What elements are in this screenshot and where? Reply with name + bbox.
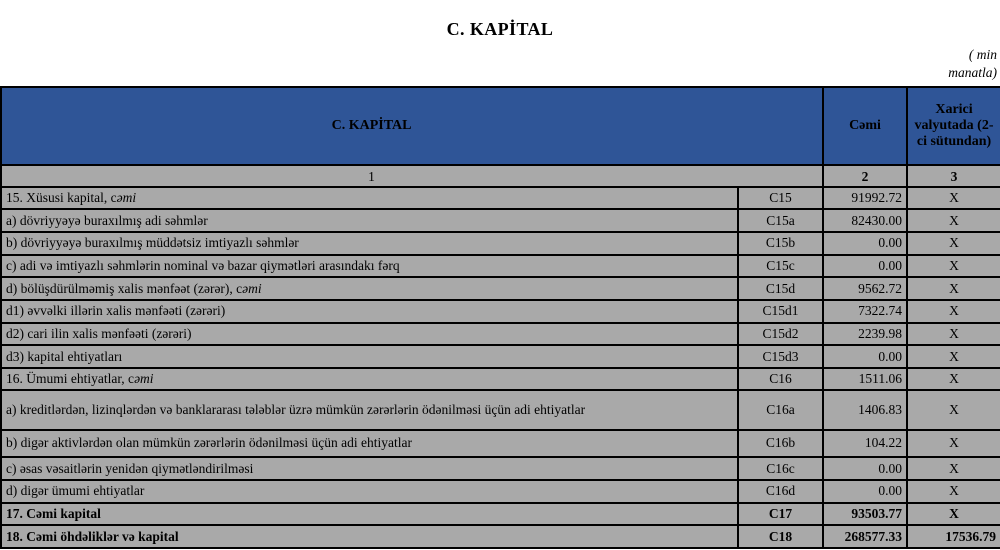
row-label [1, 255, 738, 278]
row-code: C16d [738, 480, 823, 503]
row-label [1, 209, 738, 232]
row-total: 9562.72 [823, 277, 907, 300]
row-total: 91992.72 [823, 187, 907, 210]
table-row [1, 430, 1000, 458]
row-foreign: X [907, 323, 1000, 346]
row-code: C16a [738, 390, 823, 429]
row-foreign: X [907, 457, 1000, 480]
row-label [1, 323, 738, 346]
row-code: C17 [738, 503, 823, 526]
table-row [1, 503, 1000, 526]
row-label-text: d1) əvvəlki illərin xalis mənfəəti (zərəri) [6, 303, 226, 319]
row-label [1, 503, 738, 526]
table-row [1, 209, 1000, 232]
index-cell-1: 1 [1, 165, 823, 187]
row-total: 0.00 [823, 457, 907, 480]
row-foreign: X [907, 209, 1000, 232]
row-total: 7322.74 [823, 300, 907, 323]
row-code: C15d [738, 277, 823, 300]
row-foreign: X [907, 187, 1000, 210]
row-code: C15b [738, 232, 823, 255]
row-label [1, 187, 738, 210]
row-label [1, 300, 738, 323]
row-label-text: 17. Cəmi kapital [6, 505, 101, 521]
row-label-text: a) dövriyyəyə buraxılmış adi səhmlər [6, 212, 208, 228]
row-label-text: d3) kapital ehtiyatları [6, 348, 123, 364]
row-code: C15a [738, 209, 823, 232]
row-label-text: b) digər aktivlərdən olan mümkün zərərlərin ödənilməsi üçün adi ehtiyatlar [6, 435, 412, 451]
row-code: C15 [738, 187, 823, 210]
table-row [1, 345, 1000, 368]
row-code: C15d3 [738, 345, 823, 368]
unit-note [948, 46, 997, 82]
table-row [1, 300, 1000, 323]
row-total: 0.00 [823, 480, 907, 503]
row-code: C15d2 [738, 323, 823, 346]
row-code: C15d1 [738, 300, 823, 323]
row-label-em: əmi [116, 190, 137, 206]
row-foreign: X [907, 390, 1000, 429]
row-total: 0.00 [823, 232, 907, 255]
row-label-em: əmi [242, 280, 262, 296]
row-label-text: c) əsas vəsaitlərin yenidən qiymətləndirilməsi [6, 460, 254, 476]
row-label-text: a) kreditlərdən, lizinqlərdən və banklararası tələblər üzrə mümkün zərərlərin ödənilməsi üçün adi ehtiyatlar [6, 401, 586, 417]
table-row [1, 187, 1000, 210]
row-label [1, 390, 738, 429]
row-label-text: b) dövriyyəyə buraxılmış müddətsiz imtiyazlı səhmlər [6, 235, 299, 251]
row-total: 1406.83 [823, 390, 907, 429]
unit-note-line1: ( min [968, 47, 997, 62]
row-code: C16b [738, 430, 823, 458]
table-row [1, 368, 1000, 391]
row-label [1, 232, 738, 255]
row-code: C15c [738, 255, 823, 278]
row-label-text: d) digər ümumi ehtiyatlar [6, 483, 145, 499]
table-row [1, 323, 1000, 346]
capital-table [0, 86, 1000, 549]
row-label [1, 525, 738, 548]
row-total: 82430.00 [823, 209, 907, 232]
row-label-text: 18. Cəmi öhdəliklər və kapital [6, 528, 179, 544]
row-foreign: X [907, 480, 1000, 503]
row-foreign: X [907, 277, 1000, 300]
table-row [1, 277, 1000, 300]
index-cell-3: 3 [907, 165, 1000, 187]
row-total: 0.00 [823, 255, 907, 278]
unit-note-line2: manatla) [948, 65, 997, 80]
row-total: 268577.33 [823, 525, 907, 548]
index-cell-2: 2 [823, 165, 907, 187]
row-label-text: d2) cari ilin xalis mənfəəti (zərəri) [6, 325, 192, 341]
row-label-text: c) adi və imtiyazlı səhmlərin nominal və bazar qiymətləri arasındakı fərq [6, 258, 400, 273]
row-label-text: 15. Xüsusi kapital, c [6, 190, 117, 206]
row-label [1, 457, 738, 480]
row-foreign: X [907, 300, 1000, 323]
row-foreign: X [907, 255, 1000, 278]
row-label-text: d) bölüşdürülməmiş xalis mənfəət (zərər), c [6, 280, 243, 296]
row-label [1, 368, 738, 391]
header-cell-foreign: Xarici valyutada (2-ci sütundan) [907, 87, 1000, 165]
row-foreign: X [907, 232, 1000, 255]
row-label-em: əmi [134, 371, 154, 387]
index-row [1, 165, 1000, 187]
row-code: C16c [738, 457, 823, 480]
row-total: 1511.06 [823, 368, 907, 391]
report-title: C. KAPİTAL [446, 19, 554, 39]
row-foreign: X [907, 368, 1000, 391]
row-label [1, 430, 738, 458]
row-foreign: X [907, 345, 1000, 368]
row-code: C16 [738, 368, 823, 391]
row-foreign: X [907, 430, 1000, 458]
header-row [1, 87, 1000, 165]
row-foreign: X [907, 503, 1000, 526]
table-row [1, 480, 1000, 503]
row-label [1, 345, 738, 368]
header-cell-main: C. KAPİTAL [1, 87, 823, 165]
row-foreign: 17536.79 [907, 525, 1000, 548]
row-code: C18 [738, 525, 823, 548]
table-row [1, 232, 1000, 255]
row-total: 104.22 [823, 430, 907, 458]
row-label [1, 480, 738, 503]
row-total: 2239.98 [823, 323, 907, 346]
header-cell-total: Cəmi [823, 87, 907, 165]
row-label [1, 277, 738, 300]
table-row [1, 390, 1000, 429]
row-label-text: 16. Ümumi ehtiyatlar, c [6, 371, 135, 387]
table-row [1, 525, 1000, 548]
table-row [1, 255, 1000, 278]
row-total: 93503.77 [823, 503, 907, 526]
row-total: 0.00 [823, 345, 907, 368]
table-row [1, 457, 1000, 480]
